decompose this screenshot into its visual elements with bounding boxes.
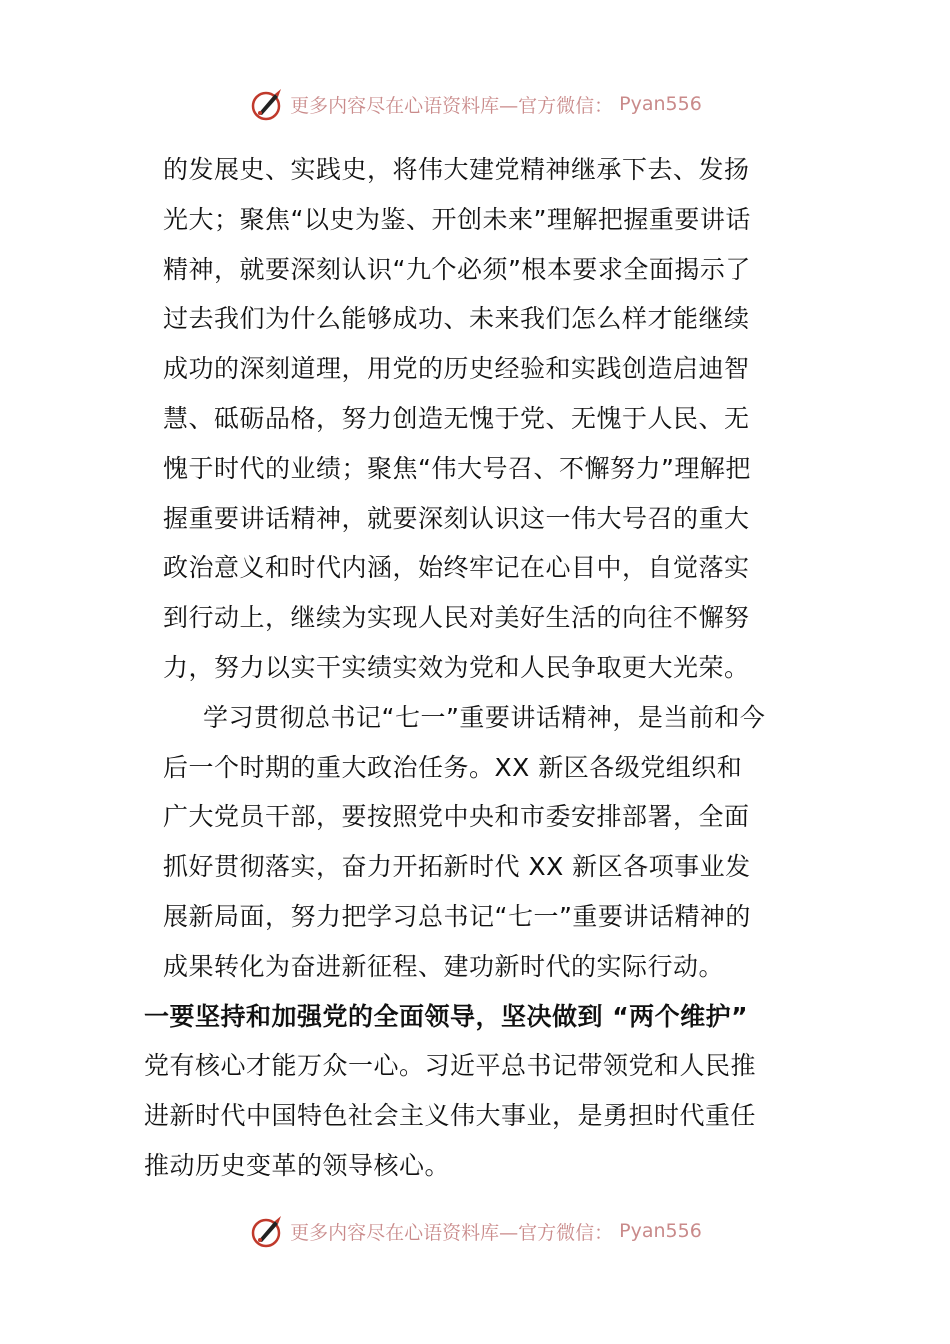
text-line: 成果转化为奋进新征程、建功新时代的实际行动。 — [163, 952, 725, 981]
text-line: 愧于时代的业绩；聚焦“伟大号召、不懈努力”理解把 — [163, 454, 751, 483]
text-line: 到行动上，继续为实现人民对美好生活的向往不懈努 — [163, 603, 750, 632]
text-line: 党有核心才能万众一心。习近平总书记带领党和人民推 — [144, 1051, 757, 1080]
text-line: 成功的深刻道理，用党的历史经验和实践创造启迪智 — [163, 354, 750, 383]
text-line: 握重要讲话精神，就要深刻认识这一伟大号召的重大 — [163, 504, 750, 533]
text-line: 过去我们为什么能够成功、未来我们怎么样才能继续 — [163, 304, 750, 333]
text-line: 的发展史、实践史，将伟大建党精神继承下去、发扬 — [163, 155, 750, 184]
text-line: 后一个时期的重大政治任务。XX 新区各级党组织和 — [163, 753, 743, 782]
text-line: 广大党员干部，要按照党中央和市委安排部署，全面 — [163, 802, 750, 831]
text-line: 推动历史变革的领导核心。 — [144, 1151, 451, 1180]
quill-logo-icon — [248, 86, 284, 122]
text-line: 抓好贯彻落实，奋力开拓新时代 XX 新区各项事业发 — [163, 852, 751, 881]
quill-logo-icon — [248, 1213, 284, 1249]
watermark-handle: Pyan556 — [619, 93, 702, 115]
text-line: 慧、砥砺品格，努力创造无愧于党、无愧于人民、无 — [163, 404, 750, 433]
text-line: 学习贯彻总书记“七一”重要讲话精神，是当前和今 — [203, 703, 766, 732]
watermark-text: 更多内容尽在心语资料库—官方微信： — [290, 94, 614, 117]
text-line: 展新局面，努力把学习总书记“七一”重要讲话精神的 — [163, 902, 751, 931]
watermark-text: 更多内容尽在心语资料库—官方微信： — [290, 1221, 614, 1244]
text-line: 政治意义和时代内涵，始终牢记在心目中，自觉落实 — [163, 553, 750, 582]
watermark-header — [0, 84, 950, 124]
text-line: 光大；聚焦“以史为鉴、开创未来”理解把握重要讲话 — [163, 205, 751, 234]
watermark-handle: Pyan556 — [619, 1220, 702, 1242]
watermark-footer — [0, 1211, 950, 1251]
text-line: 进新时代中国特色社会主义伟大事业，是勇担时代重任 — [144, 1101, 757, 1130]
text-line: 精神，就要深刻认识“九个必须”根本要求全面揭示了 — [163, 255, 751, 284]
section-heading: 一要坚持和加强党的全面领导，坚决做到 “两个维护” — [144, 1002, 749, 1031]
text-line: 力，努力以实干实绩实效为党和人民争取更大光荣。 — [163, 653, 750, 682]
